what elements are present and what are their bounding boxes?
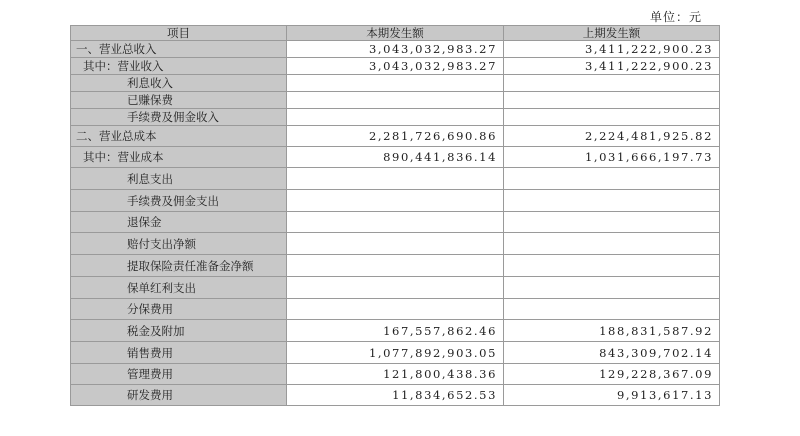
previous-value xyxy=(504,299,720,320)
current-value xyxy=(287,233,504,255)
previous-value: 129,228,367.09 xyxy=(504,364,720,385)
table-row xyxy=(71,233,720,255)
row-label: 利息支出 xyxy=(71,168,287,190)
current-value xyxy=(287,92,504,109)
current-value: 167,557,862.46 xyxy=(287,320,504,342)
header-current-period: 本期发生额 xyxy=(287,26,504,41)
previous-value xyxy=(504,212,720,233)
current-value: 2,281,726,690.86 xyxy=(287,126,504,147)
row-label: 一、营业总收入 xyxy=(71,41,287,58)
table-row xyxy=(71,277,720,299)
table-header-row xyxy=(71,26,720,41)
table-row xyxy=(71,255,720,277)
previous-value xyxy=(504,190,720,212)
table-row xyxy=(71,126,720,147)
previous-value xyxy=(504,168,720,190)
income-statement-table xyxy=(70,25,720,406)
row-label: 赔付支出净额 xyxy=(71,233,287,255)
table-row xyxy=(71,190,720,212)
previous-value: 9,913,617.13 xyxy=(504,385,720,406)
table-row xyxy=(71,299,720,320)
table-row xyxy=(71,385,720,406)
row-label: 保单红利支出 xyxy=(71,277,287,299)
current-value: 11,834,652.53 xyxy=(287,385,504,406)
current-value xyxy=(287,168,504,190)
row-label: 已赚保费 xyxy=(71,92,287,109)
current-value: 1,077,892,903.05 xyxy=(287,342,504,364)
current-value xyxy=(287,109,504,126)
current-value: 3,043,032,983.27 xyxy=(287,41,504,58)
previous-value xyxy=(504,109,720,126)
header-previous-period: 上期发生额 xyxy=(504,26,720,41)
table-row xyxy=(71,168,720,190)
row-label: 研发费用 xyxy=(71,385,287,406)
row-label: 利息收入 xyxy=(71,75,287,92)
previous-value: 188,831,587.92 xyxy=(504,320,720,342)
previous-value xyxy=(504,75,720,92)
row-label: 税金及附加 xyxy=(71,320,287,342)
row-label: 二、营业总成本 xyxy=(71,126,287,147)
current-value: 890,441,836.14 xyxy=(287,147,504,168)
previous-value xyxy=(504,277,720,299)
current-value xyxy=(287,75,504,92)
table-row xyxy=(71,109,720,126)
row-label: 分保费用 xyxy=(71,299,287,320)
previous-value: 843,309,702.14 xyxy=(504,342,720,364)
table-row xyxy=(71,320,720,342)
previous-value: 3,411,222,900.23 xyxy=(504,58,720,75)
current-value xyxy=(287,190,504,212)
previous-value: 1,031,666,197.73 xyxy=(504,147,720,168)
row-label: 手续费及佣金支出 xyxy=(71,190,287,212)
row-label: 退保金 xyxy=(71,212,287,233)
table-row xyxy=(71,364,720,385)
row-label: 提取保险责任准备金净额 xyxy=(71,255,287,277)
previous-value: 3,411,222,900.23 xyxy=(504,41,720,58)
current-value xyxy=(287,299,504,320)
table-row xyxy=(71,212,720,233)
current-value xyxy=(287,212,504,233)
row-label: 手续费及佣金收入 xyxy=(71,109,287,126)
current-value xyxy=(287,255,504,277)
current-value: 3,043,032,983.27 xyxy=(287,58,504,75)
unit-label: 单位：元 xyxy=(650,10,703,24)
table-row xyxy=(71,92,720,109)
current-value xyxy=(287,277,504,299)
previous-value xyxy=(504,92,720,109)
row-label: 其中：营业成本 xyxy=(71,147,287,168)
previous-value xyxy=(504,255,720,277)
table-row xyxy=(71,58,720,75)
row-label: 销售费用 xyxy=(71,342,287,364)
table-row xyxy=(71,41,720,58)
table-row xyxy=(71,75,720,92)
table-row xyxy=(71,147,720,168)
previous-value: 2,224,481,925.82 xyxy=(504,126,720,147)
table-row xyxy=(71,342,720,364)
current-value: 121,800,438.36 xyxy=(287,364,504,385)
header-item: 项目 xyxy=(71,26,287,41)
row-label: 其中：营业收入 xyxy=(71,58,287,75)
row-label: 管理费用 xyxy=(71,364,287,385)
previous-value xyxy=(504,233,720,255)
